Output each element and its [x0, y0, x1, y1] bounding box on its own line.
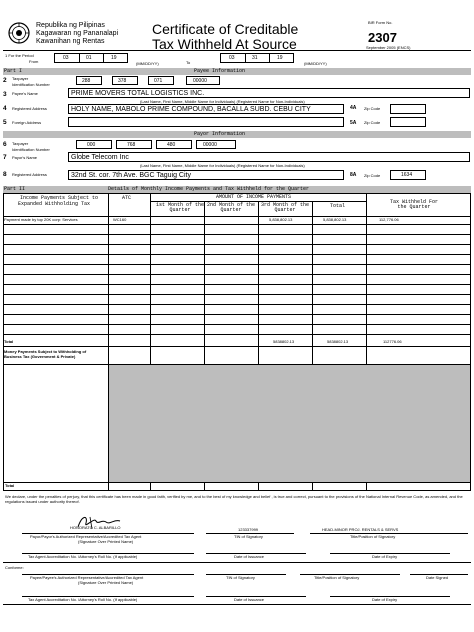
payee-name-value: PRIME MOVERS TOTAL LOGISTICS INC.: [71, 90, 205, 97]
payee-information-title: Payee Information: [194, 68, 246, 74]
foreign-address-label: Foreign Address: [12, 120, 42, 125]
foreign-address-field[interactable]: [68, 117, 344, 127]
payor-tin-2-value: 768: [127, 142, 136, 148]
payor-tin-label: Taxpayer: [12, 141, 29, 146]
business-tax-shaded-area: [109, 365, 470, 482]
payee-tin-4[interactable]: [186, 76, 220, 85]
payor-zip-field[interactable]: [390, 170, 426, 180]
row-month-3: 5,838,802.13: [269, 217, 293, 222]
payor-tin-4-value: 00000: [203, 142, 217, 148]
form-title-line-1: Certificate of Creditable: [152, 21, 299, 37]
from-year: 19: [111, 55, 117, 61]
col-tax-header: Tax Withheld For the Quarter: [389, 199, 438, 210]
total-tax-withheld: 112776.06: [383, 339, 402, 344]
payee-tin-4-value: 00000: [193, 78, 207, 84]
foreign-zip-label: Zip Code: [364, 120, 381, 125]
payor-signatory-name: HONORATO C. ALBARILLO: [70, 525, 121, 530]
to-year: 19: [277, 55, 283, 61]
item-4-number: 4: [3, 105, 7, 112]
item-7-number: 7: [3, 154, 7, 161]
from-month: 03: [63, 55, 69, 61]
payee-tin-caption: TIN of Signatory: [226, 575, 255, 580]
col-amount-header: AMOUNT OF INCOME PAYMENTS: [216, 194, 292, 200]
payor-address-label: Registered Address: [12, 172, 47, 177]
col-atc-header: ATC: [122, 195, 132, 201]
part1-label: Part I: [4, 68, 23, 74]
payor-tin-3[interactable]: [156, 140, 192, 149]
period-to-label: To: [186, 60, 191, 65]
conforme-label: Conforme:: [5, 565, 24, 570]
payor-tin-4[interactable]: [196, 140, 236, 149]
payor-tin-sublabel: Identification Number: [12, 147, 50, 152]
col-month-3-header: 3rd Month of the Quarter: [260, 202, 309, 213]
date-signed-caption: Date Signed: [426, 575, 449, 580]
item-6-number: 6: [3, 141, 7, 148]
payor-name-label: Payor's Name: [12, 155, 37, 160]
payee-tin-3-value: 071: [154, 78, 163, 84]
payee-tin-label: Taxpayer: [12, 76, 29, 81]
accreditation-caption-2: Tax Agent Accreditation No. /Attorney's Roll No. (If applicable): [28, 597, 138, 602]
payee-signature-caption-2: (Signature Over Printed Name): [78, 580, 134, 585]
to-month: 03: [229, 55, 235, 61]
payor-signature-caption-2: (Signature Over Printed Name): [78, 539, 134, 544]
date-of-expiry-caption: Date of Expiry: [372, 554, 398, 559]
agency-line-1: Republika ng Pilipinas: [36, 22, 105, 29]
item-5-number: 5: [3, 119, 7, 126]
form-title-line-2: Tax Withheld At Source: [152, 36, 297, 52]
to-day: 31: [252, 55, 258, 61]
foreign-zip-field[interactable]: [390, 117, 426, 127]
payor-tin-2[interactable]: [116, 140, 152, 149]
total-label: Total: [4, 339, 14, 344]
row-income-description: Payment made by top 20K corp: Services: [4, 217, 78, 222]
col-total-header: Total: [330, 203, 346, 209]
item-2-number: 2: [3, 77, 7, 84]
form-no-label: BIR Form No.: [368, 20, 393, 25]
period-from-label: From: [29, 59, 39, 64]
payee-tin-sublabel: Identification Number: [12, 82, 50, 87]
payee-tin-2-value: 378: [118, 78, 127, 84]
payee-title-caption: Title/Position of Signatory: [314, 575, 360, 580]
payee-name-field[interactable]: [68, 88, 470, 98]
from-day: 01: [86, 55, 92, 61]
to-format: (MM/DD/YY): [304, 61, 327, 66]
agency-line-3: Kawanihan ng Rentas: [36, 38, 105, 45]
item-4a-number: 4A: [350, 105, 357, 111]
payee-address-label: Registered Address: [12, 106, 47, 111]
row-total: 5,838,802.13: [323, 217, 347, 222]
signatory-title-caption: Title/Position of Signatory: [350, 534, 396, 539]
payee-tin-3[interactable]: [148, 76, 174, 85]
payor-zip-label: Zip Code: [364, 173, 381, 178]
payee-zip-label: Zip Code: [364, 106, 381, 111]
payee-name-label: Payee's Name: [12, 91, 38, 96]
part2-label: Part II: [4, 186, 26, 192]
signatory-tin-value: 123337999: [238, 527, 259, 532]
payee-address-field[interactable]: [68, 104, 344, 114]
item-5a-number: 5A: [350, 120, 357, 126]
signatory-tin-caption: TIN of Signatory: [234, 534, 263, 539]
item-8a-number: 8A: [350, 172, 357, 178]
part2-title: Details of Monthly Income Payments and Tax Withheld for the Quarter: [108, 186, 310, 192]
row-atc: WC160: [113, 217, 127, 222]
date-of-issuance-caption-2: Date of Issuance: [234, 597, 265, 602]
total2-label: Total: [5, 483, 15, 488]
period-from-field[interactable]: [54, 53, 128, 63]
payor-address-value: 32nd St. cor. 7th Ave. BGC Taguig City: [71, 172, 191, 179]
col-income-header-2: Expanded Withholding Tax: [18, 201, 91, 207]
payor-information-title: Payor Information: [194, 131, 246, 137]
payor-name-value: Globe Telecom Inc: [71, 154, 129, 161]
payee-tin-1[interactable]: [76, 76, 102, 85]
form-revision-date: September 2005 (ENCS): [366, 45, 411, 50]
total-row: [3, 338, 471, 346]
table-row: [3, 216, 471, 224]
period-to-field[interactable]: [220, 53, 294, 63]
col-month-2-header: 2nd Month of the Quarter: [206, 202, 255, 213]
payor-address-field[interactable]: [68, 170, 344, 180]
payor-tin-1[interactable]: [76, 140, 112, 149]
payor-tin-1-value: 000: [87, 142, 96, 148]
payee-tin-2[interactable]: [112, 76, 138, 85]
agency-line-2: Kagawaran ng Pananalapi: [36, 30, 119, 37]
payee-address-value: HOLY NAME, MABOLO PRIME COMPOUND, BACALLA SUBD. CEBU CITY: [71, 106, 311, 113]
signatory-title-value: HEAD-MINOR PROJ. RENTALS & SERVS: [322, 527, 399, 532]
row-tax-withheld: 112,776.06: [379, 217, 399, 222]
period-label: 1 For the Period: [5, 53, 34, 58]
payor-zip-value: 1634: [401, 172, 413, 178]
payee-signature-caption: Payee/Payee's Authorized Representative/Accredited Tax Agent: [30, 575, 144, 580]
total-month-3: 5838802.13: [273, 339, 295, 344]
payor-tin-3-value: 480: [167, 142, 176, 148]
col-month-1-header: 1st Month of the Quarter: [156, 202, 205, 213]
item-3-number: 3: [3, 91, 7, 98]
money-payments-label: Money Payments Subject to Withholding of Business Tax (Government & Private): [4, 349, 87, 360]
payee-name-note: (Last Name, First Name, Middle Name for Individuals) (Registered Name for Non-Individuals): [140, 99, 305, 104]
bir-seal-icon: [8, 22, 30, 44]
item-8-number: 8: [3, 171, 7, 178]
total-total: 5838802.13: [327, 339, 349, 344]
payor-signature-caption: Payor/Payor's Authorized Representative/Accredited Tax Agent: [30, 534, 142, 539]
form-number: 2307: [368, 30, 397, 45]
from-format: (MM/DD/YY): [136, 61, 159, 66]
date-of-issuance-caption: Date of Issuance: [234, 554, 265, 559]
payee-zip-field[interactable]: [390, 104, 426, 114]
declaration-text: We declare, under the penalties of perjury, that this certificate has been made in good faith, verified by me, and to the best of my knowledge and belief , is true and correct, pursuant to the provisions of the National Internal Revenue Code, as amended, and the regulations issued under authority thereof.: [5, 494, 463, 505]
payor-name-note: (Last Name, First Name, Middle Name for Individuals) (Registered Name for Non-Individuals): [140, 163, 305, 168]
payee-tin-1-value: 288: [82, 78, 91, 84]
accreditation-caption: Tax Agent Accreditation No. /Attorney's Roll No. (If applicable): [28, 554, 138, 559]
payor-name-field[interactable]: [68, 152, 470, 162]
col-income-header-1: Income Payments Subject to: [20, 195, 99, 201]
date-of-expiry-caption-2: Date of Expiry: [372, 597, 398, 602]
